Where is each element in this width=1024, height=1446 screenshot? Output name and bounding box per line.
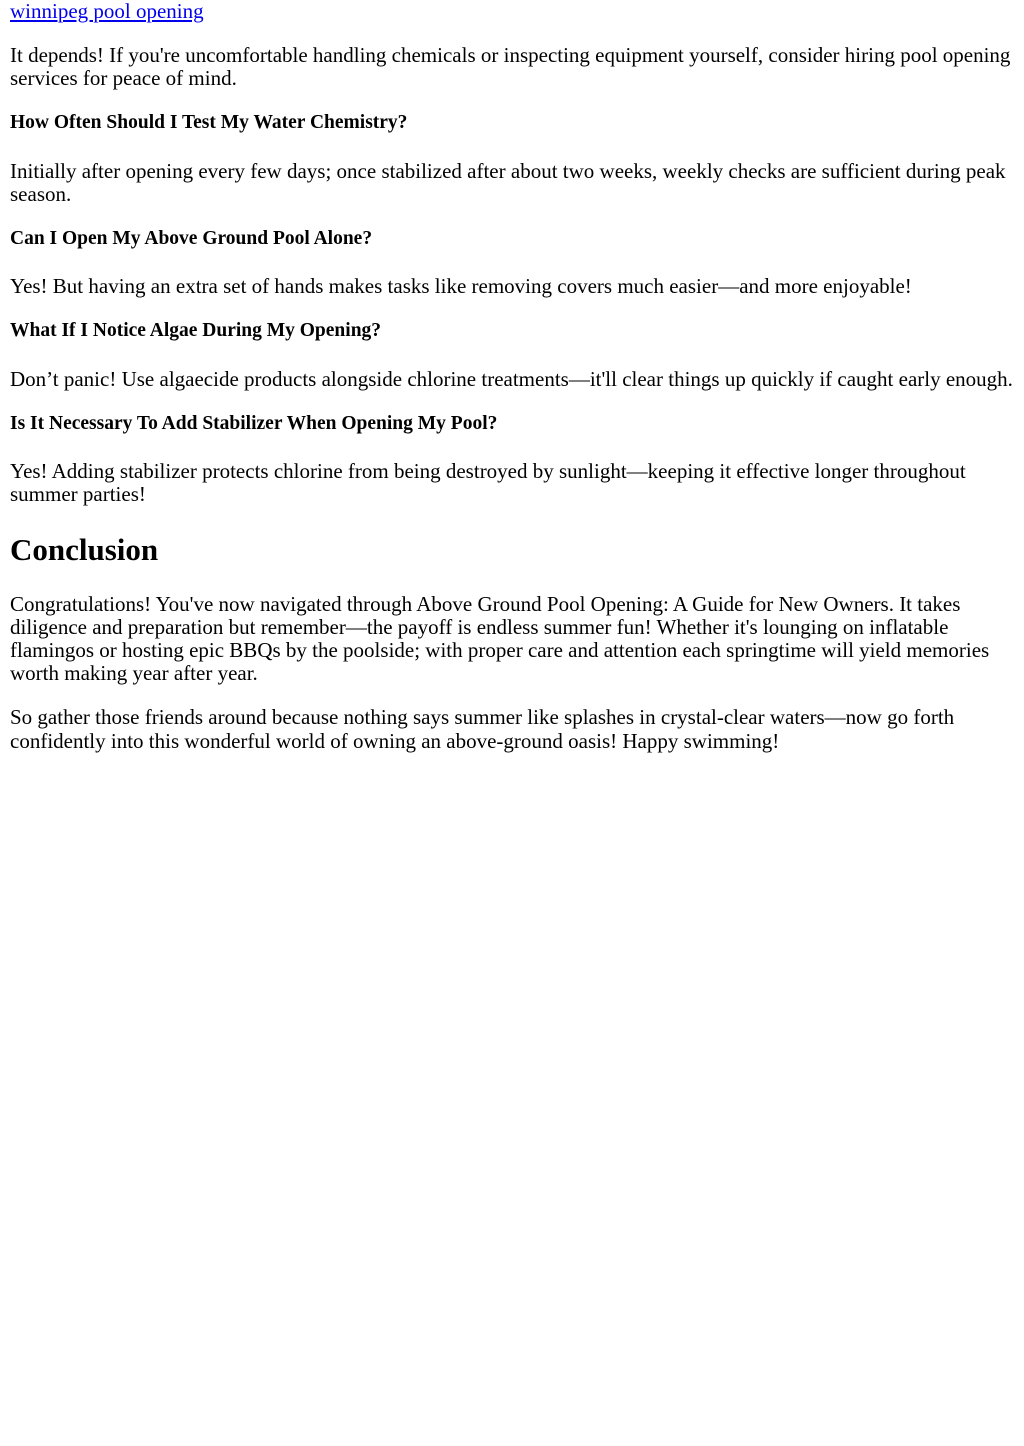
- faq-answer-test-water: Initially after opening every few days; once stabilized after about two weeks, weekly checks are sufficient during peak season.: [10, 158, 1006, 206]
- conclusion-paragraph-2: So gather those friends around because nothing says summer like splashes in crystal-clear waters—now go forth confidently into this wonderful world of owning an above-ground oasis! Happy swimming!: [10, 705, 955, 753]
- faq-question-test-water: How Often Should I Test My Water Chemistry?: [10, 112, 408, 134]
- faq-question-stabilizer: Is It Necessary To Add Stabilizer When Opening My Pool?: [10, 412, 498, 434]
- faq-question-algae: What If I Notice Algae During My Opening?: [10, 320, 382, 342]
- faq-answer-algae: Don’t panic! Use algaecide products alongside chlorine treatments—it'll clear things up quickly if caught early enough.: [10, 366, 1013, 391]
- intro-answer: It depends! If you're uncomfortable handling chemicals or inspecting equipment yourself, consider hiring pool opening services for peace of mind.: [10, 43, 1011, 91]
- faq-answer-stabilizer: Yes! Adding stabilizer protects chlorine from being destroyed by sunlight—keeping it effective longer throughout summer parties!: [10, 459, 966, 507]
- conclusion-heading: Conclusion: [10, 532, 159, 568]
- faq-question-open-alone: Can I Open My Above Ground Pool Alone?: [10, 227, 373, 249]
- conclusion-paragraph-1: Congratulations! You've now navigated through Above Ground Pool Opening: A Guide for New Owners. It takes diligence and preparation but remember—the payoff is endless summer fun! Whether it's lounging on inflatable flamingos or hosting epic BBQs by the poolside; with proper care and attention each springtime will yield memories worth making year after year.: [10, 592, 990, 686]
- winnipeg-pool-opening-link[interactable]: winnipeg pool opening: [10, 0, 204, 23]
- faq-answer-open-alone: Yes! But having an extra set of hands makes tasks like removing covers much easier—and more enjoyable!: [10, 274, 912, 299]
